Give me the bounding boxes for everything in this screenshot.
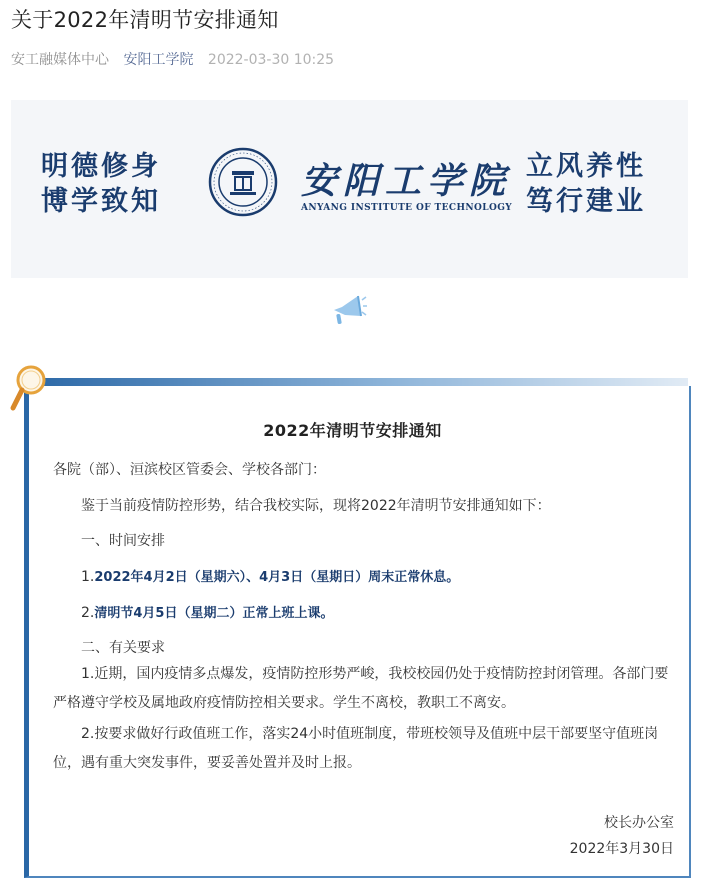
school-banner — [11, 100, 688, 278]
notice-title: 2022年清明节安排通知 — [263, 421, 442, 440]
motto-left-line-1: 明德修身 — [41, 151, 161, 182]
notice-date: 2022年3月30日 — [569, 841, 674, 857]
school-name-cn: 安阳工学院 — [301, 160, 512, 202]
magnifier-icon — [9, 364, 49, 412]
schedule-item-1 — [81, 566, 459, 585]
megaphone-icon — [328, 290, 368, 330]
schedule-item-2 — [81, 602, 333, 621]
requirement-1: 1.近期，国内疫情多点爆发，疫情防控形势严峻，我校校园仍处于疫情防控封闭管理。各部门要严格遵守学校及属地政府疫情防控相关要求。学生不离校，教职工不离安。 — [53, 666, 669, 711]
article-meta — [11, 49, 344, 69]
schedule-item-1-text: 2022年4月2日（星期六）、4月3日（星期日）周末正常休息。 — [94, 570, 460, 585]
section1-heading: 一、时间安排 — [81, 533, 165, 549]
notice-signature: 校长办公室 — [604, 815, 674, 831]
schedule-item-1-prefix: 1. — [81, 569, 95, 585]
article-source: 安工融媒体中心 — [11, 52, 109, 68]
requirement-2: 2.按要求做好行政值班工作，落实24小时值班制度，带班校领导及值班中层干部要坚守值班岗位，遇有重大突发事件，要妥善处置并及时上报。 — [53, 726, 659, 771]
section2-heading: 二、有关要求 — [81, 640, 165, 656]
publish-date: 2022-03-30 10:25 — [207, 52, 335, 68]
account-name-link[interactable]: 安阳工学院 — [123, 52, 194, 68]
article-title: 关于2022年清明节安排通知 — [11, 8, 279, 32]
schedule-item-2-prefix: 2. — [81, 605, 95, 621]
motto-left-line-2: 博学致知 — [41, 186, 161, 217]
motto-right-line-1: 立风养性 — [526, 151, 646, 182]
motto-right — [526, 149, 646, 219]
motto-left — [41, 149, 161, 219]
notice-top-bar — [24, 378, 688, 386]
school-name-en: ANYANG INSTITUTE OF TECHNOLOGY — [301, 203, 513, 213]
school-seal — [208, 147, 278, 217]
schedule-item-2-text: 清明节4月5日（星期二）正常上班上课。 — [94, 606, 334, 621]
notice-recipients: 各院（部）、洹滨校区管委会、学校各部门： — [53, 462, 326, 478]
notice-intro: 鉴于当前疫情防控形势，结合我校实际，现将2022年清明节安排通知如下： — [81, 498, 551, 514]
motto-right-line-2: 笃行建业 — [526, 186, 646, 217]
